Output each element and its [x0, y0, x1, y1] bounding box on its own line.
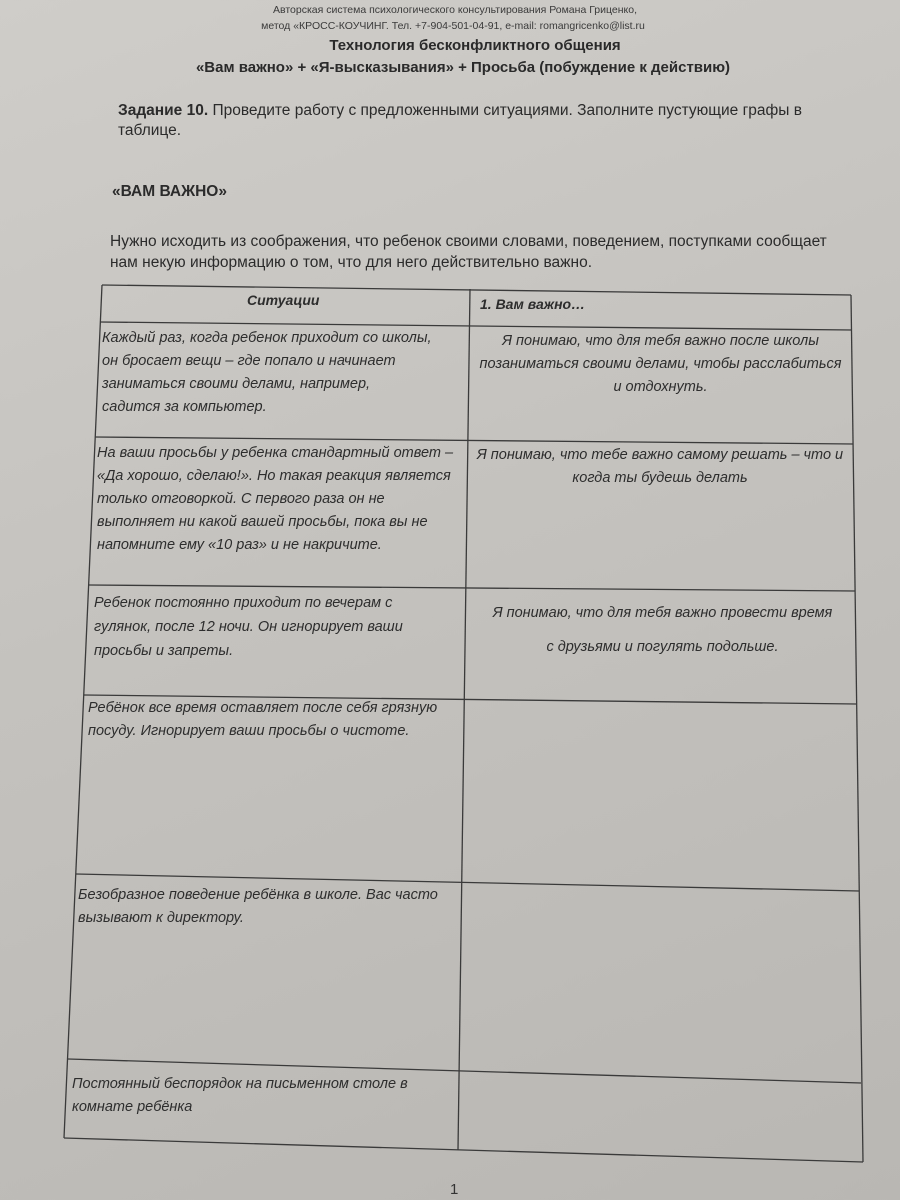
- contact-line: метод «КРОСС-КОУЧИНГ. Тел. +7-904-501-04-91, e-mail: romangricenko@list.ru: [261, 20, 645, 32]
- column-divider: [458, 289, 470, 1150]
- table-top-border: [102, 285, 851, 295]
- column-header-situations: Ситуации: [247, 292, 320, 308]
- answer-cell: Я понимаю, что тебе важно самому решать – что и когда ты будешь делать: [476, 447, 844, 486]
- situation-cell: Каждый раз, когда ребенок приходит со школы, он бросает вещи – где попало и начинает заниматься своими делами, например, садится за компьютер.: [102, 330, 432, 415]
- table-right-border: [851, 295, 863, 1162]
- task-label: Задание 10.: [118, 102, 209, 119]
- section-heading: «ВАМ ВАЖНО»: [112, 183, 227, 200]
- page-number: 1: [450, 1181, 459, 1198]
- situation-cell: Ребёнок все время оставляет после себя грязную посуду. Игнорирует ваши просьбы о чистоте.: [88, 700, 438, 739]
- answer-cell: Я понимаю, что для тебя важно провести время с друзьями и погулять подольше.: [492, 605, 833, 655]
- answer-cell: Я понимаю, что для тебя важно после школы позаниматься своими делами, чтобы расслабиться и отдохнуть.: [479, 333, 842, 395]
- task-text: Проведите работу с предложенными ситуациями. Заполните пустующие графы в таблице.: [118, 102, 802, 139]
- document-subtitle: «Вам важно» + «Я-высказывания» + Просьба (побуждение к действию): [195, 59, 731, 76]
- table-bottom-border: [64, 1138, 863, 1162]
- situation-cell: На ваши просьбы у ребенка стандартный ответ – «Да хорошо, сделаю!». Но такая реакция является только отговоркой. С первого раза он не выполняет ни какой вашей просьбы, пока вы не напомните ему «10 раз» и не накричите.: [97, 445, 454, 553]
- section-intro: Нужно исходить из соображения, что ребенок своими словами, поведением, поступками сообщает нам некую информацию о том, что для него действительно важно.: [110, 233, 827, 271]
- document-title: Технология бесконфликтного общения: [329, 37, 621, 54]
- situation-cell: Постоянный беспорядок на письменном столе в комнате ребёнка: [72, 1076, 408, 1115]
- situation-cell: Ребенок постоянно приходит по вечерам с гулянок, после 12 ночи. Он игнорирует ваши просьбы и запреты.: [94, 595, 403, 659]
- situation-cell: Безобразное поведение ребёнка в школе. Вас часто вызывают к директору.: [78, 887, 438, 926]
- column-header-important: 1. Вам важно…: [480, 296, 586, 312]
- author-line: Авторская система психологического консультирования Романа Гриценко,: [272, 4, 637, 16]
